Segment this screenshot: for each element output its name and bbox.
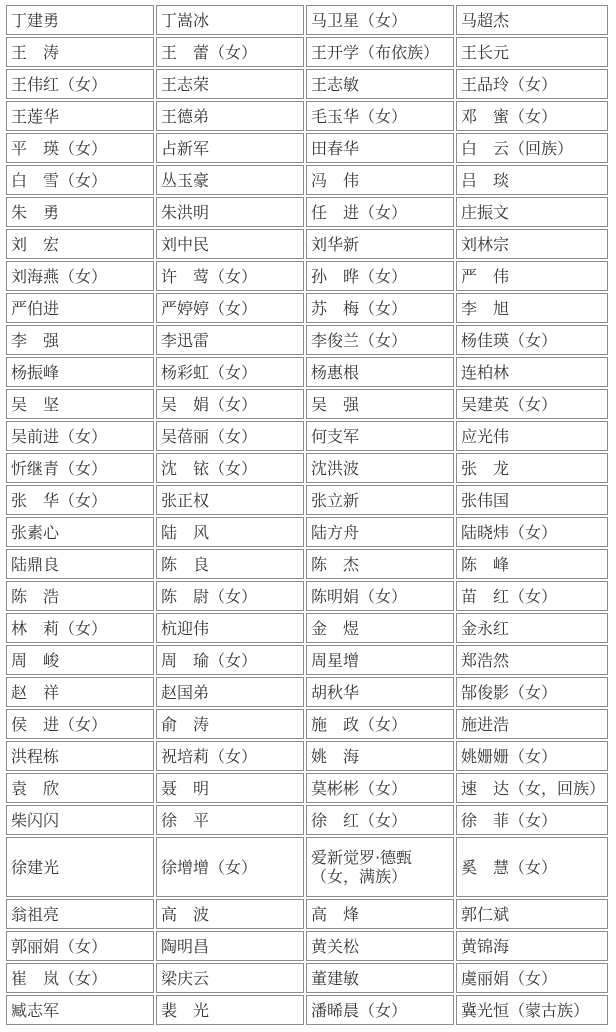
name-cell: 徐 红（女）	[306, 805, 454, 835]
table-row	[6, 645, 608, 675]
table-row	[6, 325, 608, 355]
name-cell: 速 达（女，回族）	[456, 773, 608, 803]
table-row	[6, 453, 608, 483]
name-cell: 白 云（回族）	[456, 133, 608, 163]
name-cell: 崔 岚（女）	[6, 963, 154, 993]
name-cell: 洪程栋	[6, 741, 154, 771]
table-row	[6, 229, 608, 259]
name-cell: 俞 涛	[156, 709, 304, 739]
name-cell: 吴 强	[306, 389, 454, 419]
name-cell: 施进浩	[456, 709, 608, 739]
name-cell: 奚 慧（女）	[456, 837, 608, 897]
name-cell: 朱 勇	[6, 197, 154, 227]
name-cell: 陈 浩	[6, 581, 154, 611]
name-cell: 严伯进	[6, 293, 154, 323]
table-row	[6, 5, 608, 35]
name-cell: 赵 祥	[6, 677, 154, 707]
name-cell: 黄关松	[306, 931, 454, 961]
name-cell: 吴 坚	[6, 389, 154, 419]
name-cell: 周 瑜（女）	[156, 645, 304, 675]
name-cell: 白 雪（女）	[6, 165, 154, 195]
name-list-body	[6, 5, 608, 1025]
name-cell: 郑浩然	[456, 645, 608, 675]
name-cell: 施 政（女）	[306, 709, 454, 739]
name-cell: 张素心	[6, 517, 154, 547]
table-row	[6, 517, 608, 547]
table-row	[6, 995, 608, 1025]
name-cell: 何支军	[306, 421, 454, 451]
name-cell: 王 蕾（女）	[156, 37, 304, 67]
name-cell: 丁嵩冰	[156, 5, 304, 35]
name-cell: 高 波	[156, 899, 304, 929]
table-row	[6, 197, 608, 227]
name-cell: 占新军	[156, 133, 304, 163]
name-cell: 冀光恒（蒙古族）	[456, 995, 608, 1025]
table-row	[6, 357, 608, 387]
table-row	[6, 133, 608, 163]
name-cell: 苗 红（女）	[456, 581, 608, 611]
name-cell: 张 龙	[456, 453, 608, 483]
name-cell: 虞丽娟（女）	[456, 963, 608, 993]
name-cell: 金 煜	[306, 613, 454, 643]
name-cell: 郭仁斌	[456, 899, 608, 929]
table-row	[6, 165, 608, 195]
name-cell: 严婷婷（女）	[156, 293, 304, 323]
name-cell: 刘 宏	[6, 229, 154, 259]
name-cell: 李 旭	[456, 293, 608, 323]
name-cell: 王 涛	[6, 37, 154, 67]
name-cell: 苏 梅（女）	[306, 293, 454, 323]
name-cell: 杨惠根	[306, 357, 454, 387]
name-cell: 李俊兰（女）	[306, 325, 454, 355]
name-cell: 李迅雷	[156, 325, 304, 355]
name-cell: 莫彬彬（女）	[306, 773, 454, 803]
table-row	[6, 677, 608, 707]
name-cell: 应光伟	[456, 421, 608, 451]
table-row	[6, 773, 608, 803]
name-cell: 许 莺（女）	[156, 261, 304, 291]
table-row	[6, 899, 608, 929]
name-cell: 梁庆云	[156, 963, 304, 993]
name-cell: 马卫星（女）	[306, 5, 454, 35]
name-cell: 杭迎伟	[156, 613, 304, 643]
name-cell: 胡秋华	[306, 677, 454, 707]
name-cell: 吴蓓丽（女）	[156, 421, 304, 451]
name-cell: 郭丽娟（女）	[6, 931, 154, 961]
name-cell: 陆晓炜（女）	[456, 517, 608, 547]
name-cell: 王志荣	[156, 69, 304, 99]
table-row	[6, 963, 608, 993]
name-cell: 臧志军	[6, 995, 154, 1025]
name-cell: 周 峻	[6, 645, 154, 675]
name-cell: 刘林宗	[456, 229, 608, 259]
name-cell: 王品玲（女）	[456, 69, 608, 99]
name-cell: 王开学（布依族）	[306, 37, 454, 67]
name-cell: 徐增增（女）	[156, 837, 304, 897]
name-cell: 徐建光	[6, 837, 154, 897]
name-cell: 吴 娟（女）	[156, 389, 304, 419]
name-cell: 陆方舟	[306, 517, 454, 547]
name-cell: 马超杰	[456, 5, 608, 35]
name-cell: 祝培莉（女）	[156, 741, 304, 771]
name-cell: 田春华	[306, 133, 454, 163]
name-cell: 忻继青（女）	[6, 453, 154, 483]
name-cell: 王志敏	[306, 69, 454, 99]
name-cell: 冯 伟	[306, 165, 454, 195]
name-cell: 连柏林	[456, 357, 608, 387]
name-cell: 吴建英（女）	[456, 389, 608, 419]
name-cell: 朱洪明	[156, 197, 304, 227]
name-cell: 林 莉（女）	[6, 613, 154, 643]
name-cell: 毛玉华（女）	[306, 101, 454, 131]
name-cell: 高 烽	[306, 899, 454, 929]
name-cell: 姚姗姗（女）	[456, 741, 608, 771]
table-row	[6, 261, 608, 291]
name-cell: 刘中民	[156, 229, 304, 259]
name-cell: 任 进（女）	[306, 197, 454, 227]
name-cell: 徐 菲（女）	[456, 805, 608, 835]
name-cell: 李 强	[6, 325, 154, 355]
name-cell: 董建敏	[306, 963, 454, 993]
name-cell: 杨佳瑛（女）	[456, 325, 608, 355]
name-cell: 陈 杰	[306, 549, 454, 579]
name-cell: 王长元	[456, 37, 608, 67]
name-cell: 聂 明	[156, 773, 304, 803]
table-row	[6, 549, 608, 579]
table-row	[6, 805, 608, 835]
table-row	[6, 709, 608, 739]
name-cell: 侯 进（女）	[6, 709, 154, 739]
name-cell: 丛玉豪	[156, 165, 304, 195]
name-cell: 孙 晔（女）	[306, 261, 454, 291]
name-cell: 张 华（女）	[6, 485, 154, 515]
name-cell: 赵国弟	[156, 677, 304, 707]
table-row	[6, 421, 608, 451]
name-cell: 平 瑛（女）	[6, 133, 154, 163]
name-cell: 郜俊影（女）	[456, 677, 608, 707]
name-cell: 沈 铱（女）	[156, 453, 304, 483]
name-cell: 黄锦海	[456, 931, 608, 961]
name-cell: 陈明娟（女）	[306, 581, 454, 611]
name-cell: 邓 蜜（女）	[456, 101, 608, 131]
name-cell: 姚 海	[306, 741, 454, 771]
name-cell: 周星增	[306, 645, 454, 675]
name-cell: 袁 欣	[6, 773, 154, 803]
name-cell: 爱新觉罗·德甄 （女，满族）	[306, 837, 454, 897]
name-cell: 丁建勇	[6, 5, 154, 35]
name-cell: 陈 良	[156, 549, 304, 579]
name-cell: 沈洪波	[306, 453, 454, 483]
name-cell: 刘华新	[306, 229, 454, 259]
name-cell: 王伟红（女）	[6, 69, 154, 99]
name-cell: 王德弟	[156, 101, 304, 131]
name-cell: 杨振峰	[6, 357, 154, 387]
name-cell: 金永红	[456, 613, 608, 643]
name-cell: 杨彩虹（女）	[156, 357, 304, 387]
name-cell: 陆鼎良	[6, 549, 154, 579]
table-row	[6, 581, 608, 611]
name-cell: 张立新	[306, 485, 454, 515]
name-cell: 张正权	[156, 485, 304, 515]
table-row	[6, 389, 608, 419]
name-cell: 王莲华	[6, 101, 154, 131]
name-list-table	[4, 3, 610, 1027]
name-cell: 陈 尉（女）	[156, 581, 304, 611]
name-cell: 潘晞晨（女）	[306, 995, 454, 1025]
name-cell: 刘海燕（女）	[6, 261, 154, 291]
table-row	[6, 837, 608, 897]
name-cell: 吕 琰	[456, 165, 608, 195]
name-cell: 严 伟	[456, 261, 608, 291]
name-cell: 柴闪闪	[6, 805, 154, 835]
name-cell: 翁祖亮	[6, 899, 154, 929]
name-cell: 庄振文	[456, 197, 608, 227]
table-row	[6, 69, 608, 99]
name-cell: 张伟国	[456, 485, 608, 515]
table-row	[6, 37, 608, 67]
name-cell: 陆 风	[156, 517, 304, 547]
table-row	[6, 293, 608, 323]
name-cell: 裴 光	[156, 995, 304, 1025]
table-row	[6, 613, 608, 643]
name-cell: 吴前进（女）	[6, 421, 154, 451]
table-row	[6, 485, 608, 515]
table-row	[6, 741, 608, 771]
name-cell: 陶明昌	[156, 931, 304, 961]
table-row	[6, 931, 608, 961]
name-cell: 徐 平	[156, 805, 304, 835]
name-cell: 陈 峰	[456, 549, 608, 579]
table-row	[6, 101, 608, 131]
